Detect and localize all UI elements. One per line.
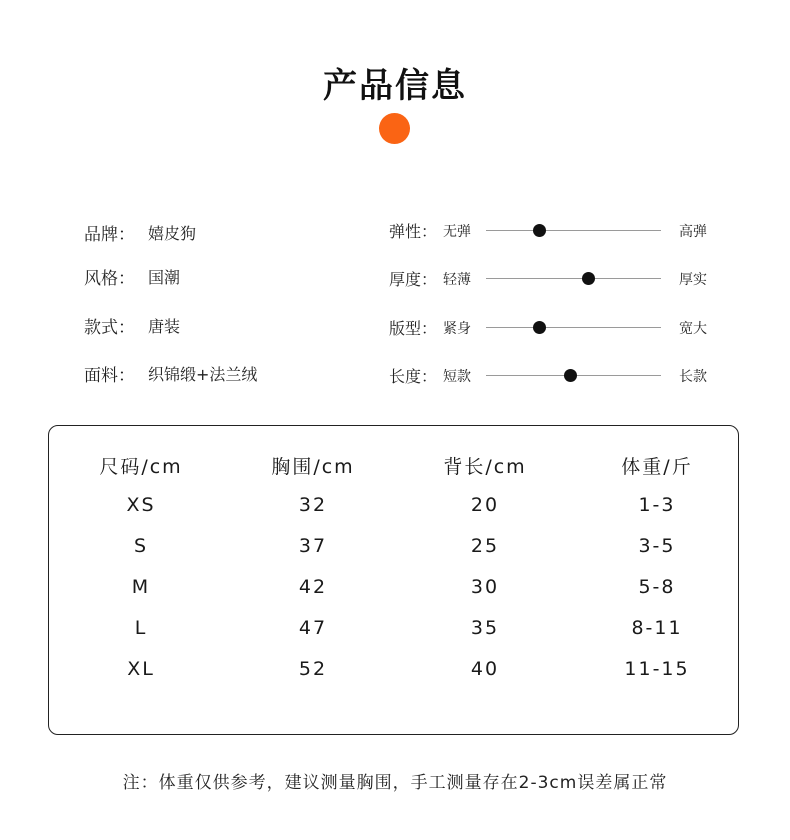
table-cell: 11-15 [624, 658, 690, 680]
table-cell: 3-5 [638, 535, 676, 557]
scale-track [486, 230, 661, 231]
table-cell: XS [126, 494, 156, 516]
scale-min-label: 短款 [443, 369, 471, 385]
table-cell: 25 [470, 535, 500, 557]
column-header: 背长/cm [443, 456, 527, 478]
column-header: 尺码/cm [99, 456, 183, 478]
scale-label: 版型： [389, 319, 438, 338]
info-row-style [84, 261, 180, 291]
info-value: 织锦缎+法兰绒 [148, 364, 258, 384]
scale-min-label: 无弹 [443, 224, 471, 240]
table-cell: 35 [470, 617, 500, 639]
scale-track [486, 278, 661, 279]
scale-max-label: 高弹 [679, 224, 707, 240]
scale-track [486, 327, 661, 328]
scale-indicator [533, 321, 546, 334]
scale-max-label: 宽大 [679, 321, 707, 337]
title-accent-dot [379, 113, 410, 144]
scale-indicator [564, 369, 577, 382]
page-title: 产品信息 [323, 66, 467, 106]
table-cell: 20 [470, 494, 500, 516]
table-cell: 5-8 [638, 576, 676, 598]
table-cell: L [134, 617, 148, 639]
column-header: 体重/斤 [621, 456, 693, 478]
scale-row-fit [389, 312, 719, 342]
table-cell: 42 [298, 576, 328, 598]
table-cell: 37 [298, 535, 328, 557]
table-cell: 47 [298, 617, 328, 639]
info-value: 唐装 [148, 316, 181, 336]
table-cell: S [133, 535, 149, 557]
table-cell: 32 [298, 494, 328, 516]
table-cell: 30 [470, 576, 500, 598]
table-cell: 8-11 [631, 617, 683, 639]
scale-indicator [533, 224, 546, 237]
scale-row-length [389, 360, 719, 390]
info-value: 嬉皮狗 [148, 223, 197, 243]
scale-max-label: 厚实 [679, 272, 707, 288]
info-value: 国潮 [148, 267, 181, 287]
scale-max-label: 长款 [679, 369, 707, 385]
table-cell: M [131, 576, 151, 598]
info-label: 品牌： [84, 224, 135, 245]
scale-min-label: 紧身 [443, 321, 471, 337]
measurement-note: 注：体重仅供参考，建议测量胸围，手工测量存在2-3cm误差属正常 [122, 773, 668, 793]
info-row-brand [84, 217, 196, 247]
scale-label: 厚度： [389, 270, 438, 289]
scale-row-thickness [389, 263, 719, 293]
info-row-design [84, 310, 180, 340]
info-label: 款式： [84, 317, 135, 338]
info-row-fabric [84, 358, 257, 388]
info-label: 面料： [84, 365, 135, 386]
table-cell: 40 [470, 658, 500, 680]
size-table [48, 425, 739, 735]
column-header: 胸围/cm [271, 456, 355, 478]
scale-min-label: 轻薄 [443, 272, 471, 288]
scale-label: 长度： [389, 367, 438, 386]
scale-row-elasticity [389, 215, 719, 245]
table-cell: XL [127, 658, 155, 680]
scale-indicator [582, 272, 595, 285]
table-cell: 1-3 [638, 494, 676, 516]
table-cell: 52 [298, 658, 328, 680]
scale-label: 弹性： [389, 222, 438, 241]
info-label: 风格： [84, 268, 135, 289]
